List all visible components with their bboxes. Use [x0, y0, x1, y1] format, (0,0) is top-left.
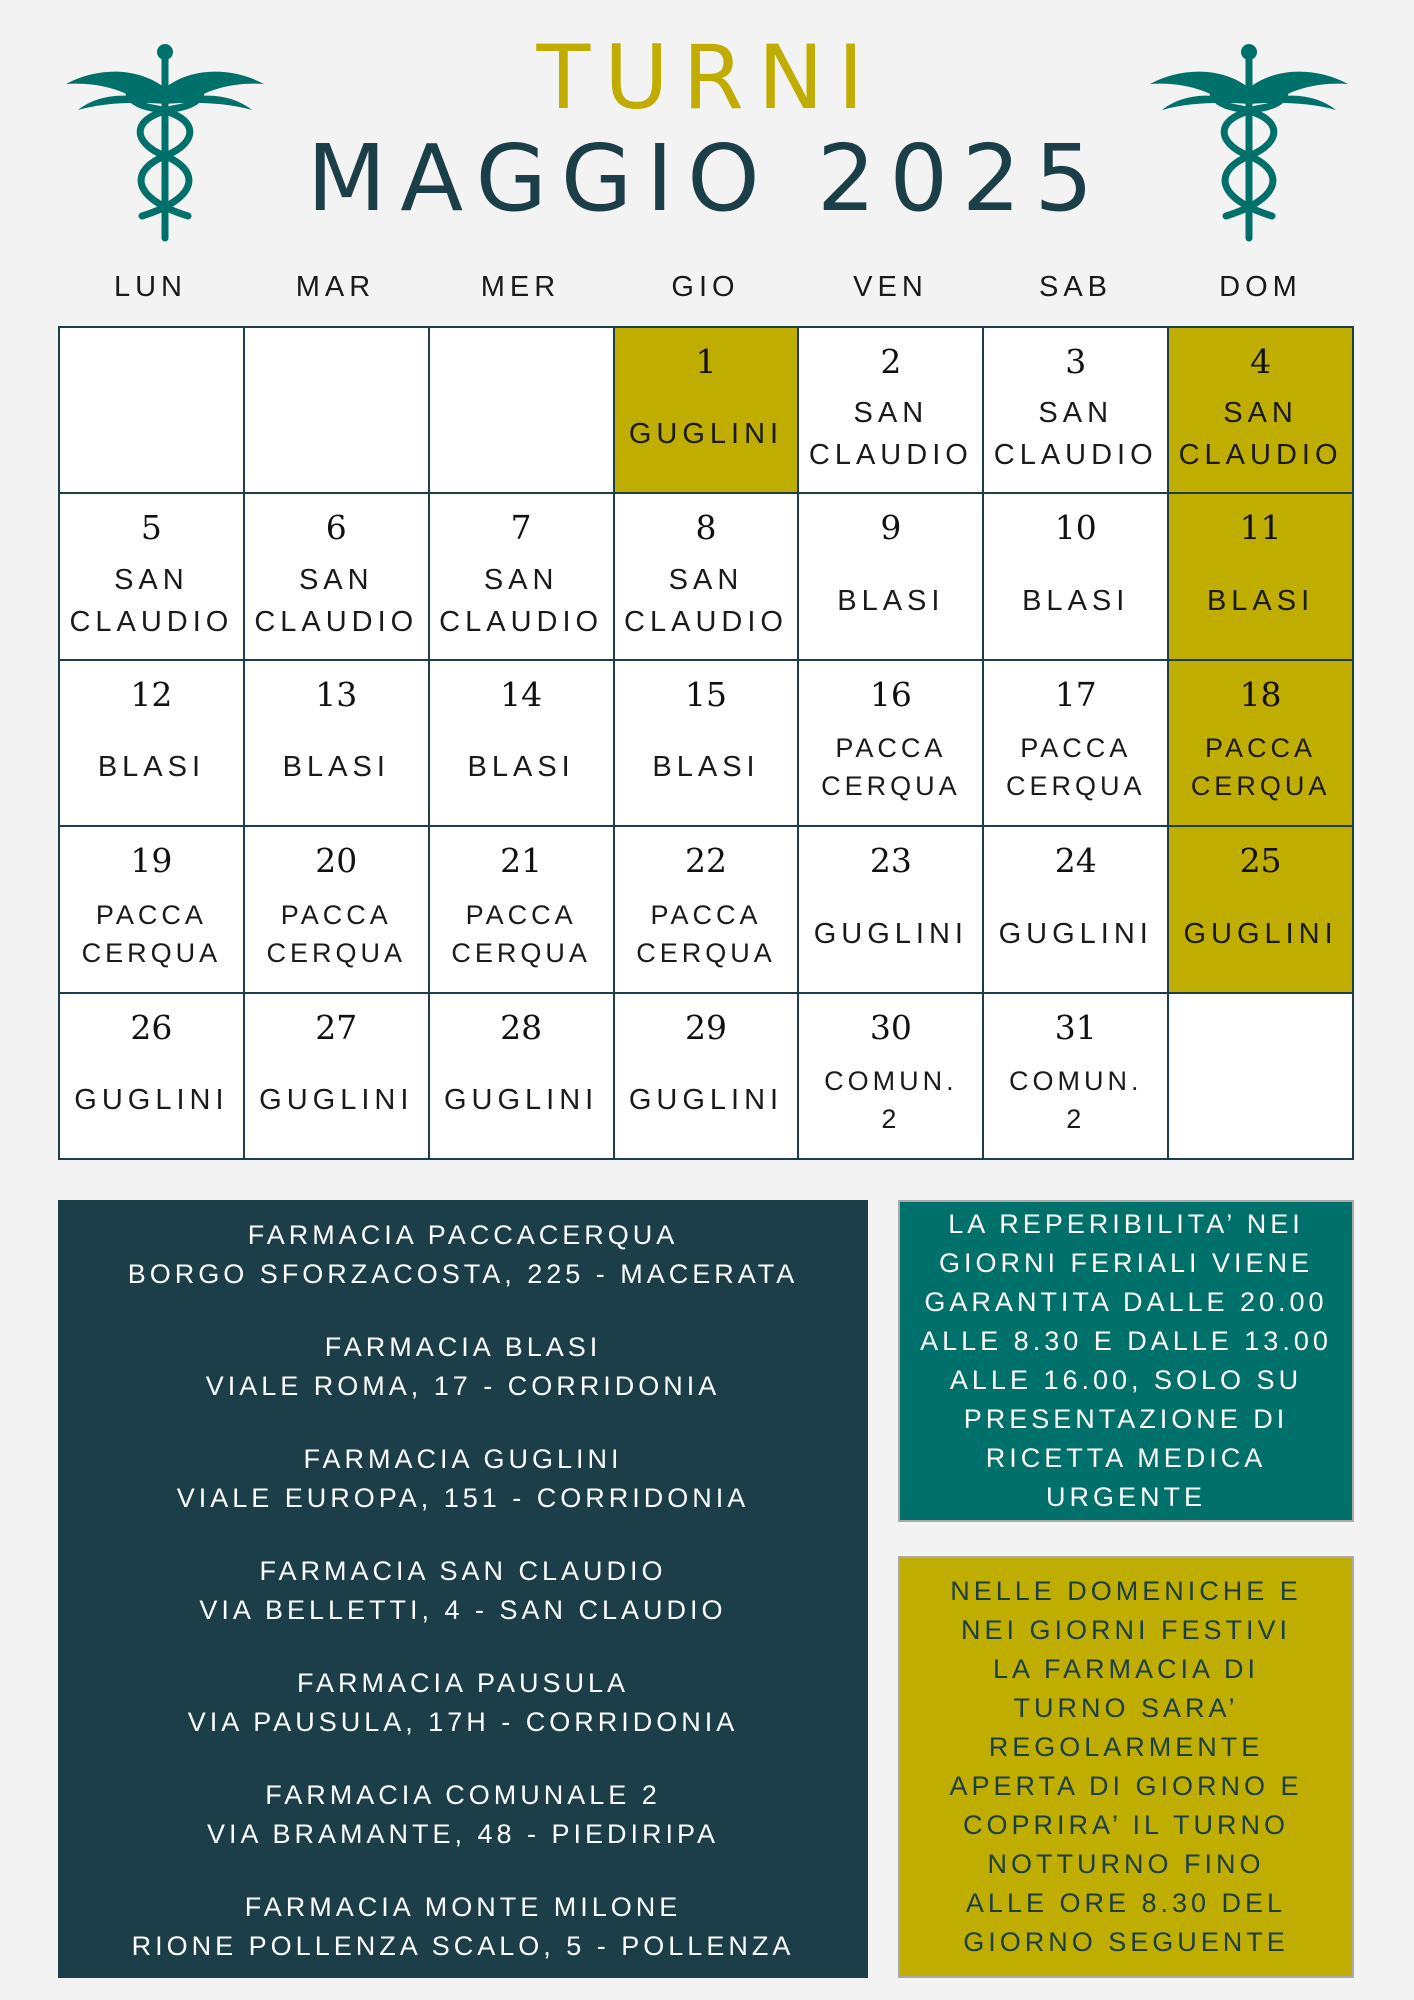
- note-line: NEI GIORNI FESTIVI: [960, 1615, 1292, 1645]
- shift-pharmacy: PACCA CERQUA: [1005, 733, 1146, 802]
- day-number: 14: [500, 674, 543, 714]
- holiday-availability-note: [898, 1556, 1354, 1978]
- day-number: 10: [1054, 508, 1097, 548]
- shift-pharmacy: BLASI: [1022, 584, 1130, 617]
- note-line: GARANTITA DALLE 20.00: [924, 1287, 1328, 1317]
- weekday-mon: LUN: [113, 271, 187, 303]
- day-number: 2: [880, 342, 902, 381]
- note-line: NOTTURNO FINO: [987, 1849, 1265, 1879]
- shift-pharmacy: GUGLINI: [628, 1083, 784, 1116]
- title-turni: TURNI: [536, 26, 878, 129]
- note-line: LA REPERIBILITA’ NEI: [948, 1209, 1304, 1239]
- day-number: 1: [695, 342, 717, 381]
- note-line: COPRIRA’ IL TURNO: [962, 1810, 1290, 1840]
- day-number: 22: [684, 841, 727, 881]
- pharmacy-address: RIONE POLLENZA SCALO, 5 - POLLENZA: [131, 1931, 795, 1961]
- day-number: 21: [500, 841, 543, 881]
- day-number: 17: [1054, 674, 1097, 714]
- pharmacy-name: FARMACIA MONTE MILONE: [244, 1892, 682, 1922]
- shift-pharmacy: PACCA CERQUA: [1190, 733, 1331, 802]
- pharmacy-entry: [58, 1888, 868, 1966]
- day-number: 11: [1239, 508, 1282, 548]
- pharmacy-address: VIA PAUSULA, 17H - CORRIDONIA: [187, 1707, 739, 1737]
- weekday-sun: DOM: [1219, 271, 1302, 303]
- day-number: 3: [1065, 342, 1087, 381]
- weekday-availability-note: [898, 1200, 1354, 1522]
- calendar-day-7: [430, 494, 615, 660]
- note-line: NELLE DOMENICHE E: [950, 1576, 1302, 1606]
- weekday-header-row: [58, 262, 1354, 312]
- day-number: 26: [130, 1007, 173, 1047]
- calendar-grid: [58, 326, 1354, 1160]
- weekday-thu: GIO: [671, 271, 740, 303]
- calendar-day-14: [430, 661, 615, 827]
- pharmacy-address: VIA BELLETTI, 4 - SAN CLAUDIO: [199, 1595, 727, 1625]
- day-number: 5: [140, 508, 162, 548]
- note-line: APERTA DI GIORNO E: [949, 1771, 1303, 1801]
- shift-pharmacy: BLASI: [837, 584, 945, 617]
- calendar-day-28: [430, 994, 615, 1160]
- calendar-empty-cell: [430, 328, 615, 494]
- day-number: 19: [130, 841, 173, 881]
- pharmacy-entry: [58, 1552, 868, 1630]
- calendar-empty-cell: [60, 328, 245, 494]
- shift-pharmacy: BLASI: [1206, 584, 1315, 617]
- calendar-day-24: [984, 827, 1169, 993]
- day-number: 28: [500, 1007, 543, 1047]
- note-line: TURNO SARA’: [1013, 1693, 1239, 1723]
- calendar-day-20: [245, 827, 430, 993]
- note-line: URGENTE: [1045, 1482, 1206, 1512]
- calendar-day-17: [984, 661, 1169, 827]
- shift-pharmacy: GUGLINI: [998, 917, 1153, 950]
- calendar-day-29: [615, 994, 800, 1160]
- calendar-day-23: [799, 827, 984, 993]
- shift-pharmacy: GUGLINI: [813, 917, 968, 950]
- shift-pharmacy: GUGLINI: [628, 418, 784, 451]
- calendar-day-2: [799, 328, 984, 494]
- pharmacy-name: FARMACIA COMUNALE 2: [265, 1780, 661, 1810]
- day-number: 15: [684, 674, 727, 714]
- shift-pharmacy: SAN CLAUDIO: [69, 563, 234, 638]
- pharmacy-address: VIALE EUROPA, 151 - CORRIDONIA: [176, 1483, 750, 1513]
- calendar-day-6: [245, 494, 430, 660]
- day-number: 25: [1239, 841, 1282, 881]
- day-number: 30: [869, 1007, 912, 1047]
- day-number: 27: [315, 1007, 358, 1047]
- shift-pharmacy: GUGLINI: [74, 1083, 229, 1116]
- calendar-day-12: [60, 661, 245, 827]
- shift-pharmacy: SAN CLAUDIO: [808, 397, 973, 472]
- shift-pharmacy: SAN CLAUDIO: [993, 397, 1158, 472]
- shift-pharmacy: [245, 384, 428, 484]
- weekday-fri: VEN: [853, 271, 928, 303]
- shift-pharmacy: BLASI: [282, 751, 390, 784]
- pharmacy-name: FARMACIA PAUSULA: [296, 1668, 630, 1698]
- shift-pharmacy: SAN CLAUDIO: [1178, 397, 1343, 472]
- pharmacy-address: VIA BRAMANTE, 48 - PIEDIRIPA: [206, 1819, 720, 1849]
- pharmacy-list-panel: [58, 1200, 868, 1978]
- shift-pharmacy: [1169, 1050, 1352, 1150]
- calendar-day-25: [1169, 827, 1354, 993]
- pharmacy-name: FARMACIA PACCACERQUA: [247, 1220, 679, 1250]
- pharmacy-entry: [58, 1664, 868, 1742]
- calendar-day-31: [984, 994, 1169, 1160]
- pharmacy-entry: [58, 1440, 868, 1518]
- calendar-day-19: [60, 827, 245, 993]
- day-number: 4: [1250, 342, 1272, 381]
- note-line: REGOLARMENTE: [988, 1732, 1264, 1762]
- note-line: GIORNO SEGUENTE: [963, 1927, 1289, 1957]
- calendar-day-9: [799, 494, 984, 660]
- calendar-day-1: [615, 328, 800, 494]
- calendar-day-26: [60, 994, 245, 1160]
- calendar-empty-cell: [1169, 994, 1354, 1160]
- shift-pharmacy: SAN CLAUDIO: [624, 563, 788, 638]
- note-line: ALLE 16.00, SOLO SU: [949, 1365, 1303, 1395]
- day-number: 31: [1054, 1007, 1097, 1047]
- calendar-day-22: [615, 827, 800, 993]
- shift-pharmacy: BLASI: [97, 751, 206, 784]
- pharmacy-name: FARMACIA BLASI: [324, 1332, 602, 1362]
- day-number: 8: [695, 508, 717, 548]
- calendar-day-4: [1169, 328, 1354, 494]
- day-number: 29: [684, 1007, 727, 1047]
- pharmacy-name: FARMACIA SAN CLAUDIO: [259, 1556, 667, 1586]
- day-number: 9: [880, 508, 902, 548]
- calendar-day-11: [1169, 494, 1354, 660]
- pharmacy-address: VIALE ROMA, 17 - CORRIDONIA: [205, 1371, 721, 1401]
- calendar-day-21: [430, 827, 615, 993]
- calendar-day-18: [1169, 661, 1354, 827]
- shift-pharmacy: COMUN. 2: [1008, 1065, 1143, 1134]
- calendar-empty-cell: [245, 328, 430, 494]
- shift-pharmacy: PACCA CERQUA: [636, 899, 776, 968]
- shift-pharmacy: [60, 384, 243, 484]
- weekday-sat: SAB: [1038, 271, 1113, 303]
- calendar-day-27: [245, 994, 430, 1160]
- calendar-day-16: [799, 661, 984, 827]
- pharmacy-address: BORGO SFORZACOSTA, 225 - MACERATA: [127, 1259, 799, 1289]
- note-line: ALLE 8.30 E DALLE 13.00: [920, 1326, 1332, 1356]
- day-number: 16: [869, 674, 912, 714]
- shift-pharmacy: GUGLINI: [259, 1083, 414, 1116]
- calendar-day-8: [615, 494, 800, 660]
- shift-pharmacy: BLASI: [652, 751, 760, 784]
- shift-pharmacy: BLASI: [467, 751, 575, 784]
- calendar-day-10: [984, 494, 1169, 660]
- day-number: 12: [130, 674, 173, 714]
- shift-pharmacy: PACCA CERQUA: [81, 899, 222, 968]
- title-month: MAGGIO 2025: [306, 125, 1108, 232]
- day-number: 7: [510, 508, 532, 548]
- note-line: PRESENTAZIONE DI: [963, 1404, 1289, 1434]
- note-line: ALLE ORE 8.30 DEL: [965, 1888, 1287, 1918]
- calendar-day-30: [799, 994, 984, 1160]
- shift-pharmacy: COMUN. 2: [824, 1065, 958, 1134]
- shift-pharmacy: GUGLINI: [444, 1083, 599, 1116]
- calendar-day-13: [245, 661, 430, 827]
- pharmacy-name: FARMACIA GUGLINI: [303, 1444, 623, 1474]
- calendar-day-3: [984, 328, 1169, 494]
- calendar-day-15: [615, 661, 800, 827]
- calendar-day-5: [60, 494, 245, 660]
- shift-pharmacy: GUGLINI: [1183, 917, 1338, 950]
- shift-pharmacy: PACCA CERQUA: [451, 899, 591, 968]
- shift-pharmacy: SAN CLAUDIO: [439, 563, 604, 638]
- day-number: 23: [869, 841, 912, 881]
- shift-pharmacy: SAN CLAUDIO: [254, 563, 419, 638]
- weekday-wed: MER: [480, 271, 561, 303]
- pharmacy-entry: [58, 1328, 868, 1406]
- shift-pharmacy: PACCA CERQUA: [266, 899, 407, 968]
- shift-pharmacy: [430, 384, 613, 484]
- day-number: 20: [315, 841, 358, 881]
- day-number: 13: [315, 674, 358, 714]
- note-line: GIORNI FERIALI VIENE: [938, 1248, 1314, 1278]
- pharmacy-entry: [58, 1776, 868, 1854]
- day-number: 24: [1054, 841, 1097, 881]
- day-number: 6: [325, 508, 347, 548]
- shift-pharmacy: PACCA CERQUA: [821, 733, 961, 802]
- weekday-tue: MAR: [295, 271, 376, 303]
- note-line: RICETTA MEDICA: [985, 1443, 1267, 1473]
- note-line: LA FARMACIA DI: [992, 1654, 1260, 1684]
- pharmacy-entry: [58, 1216, 868, 1294]
- day-number: 18: [1239, 674, 1282, 714]
